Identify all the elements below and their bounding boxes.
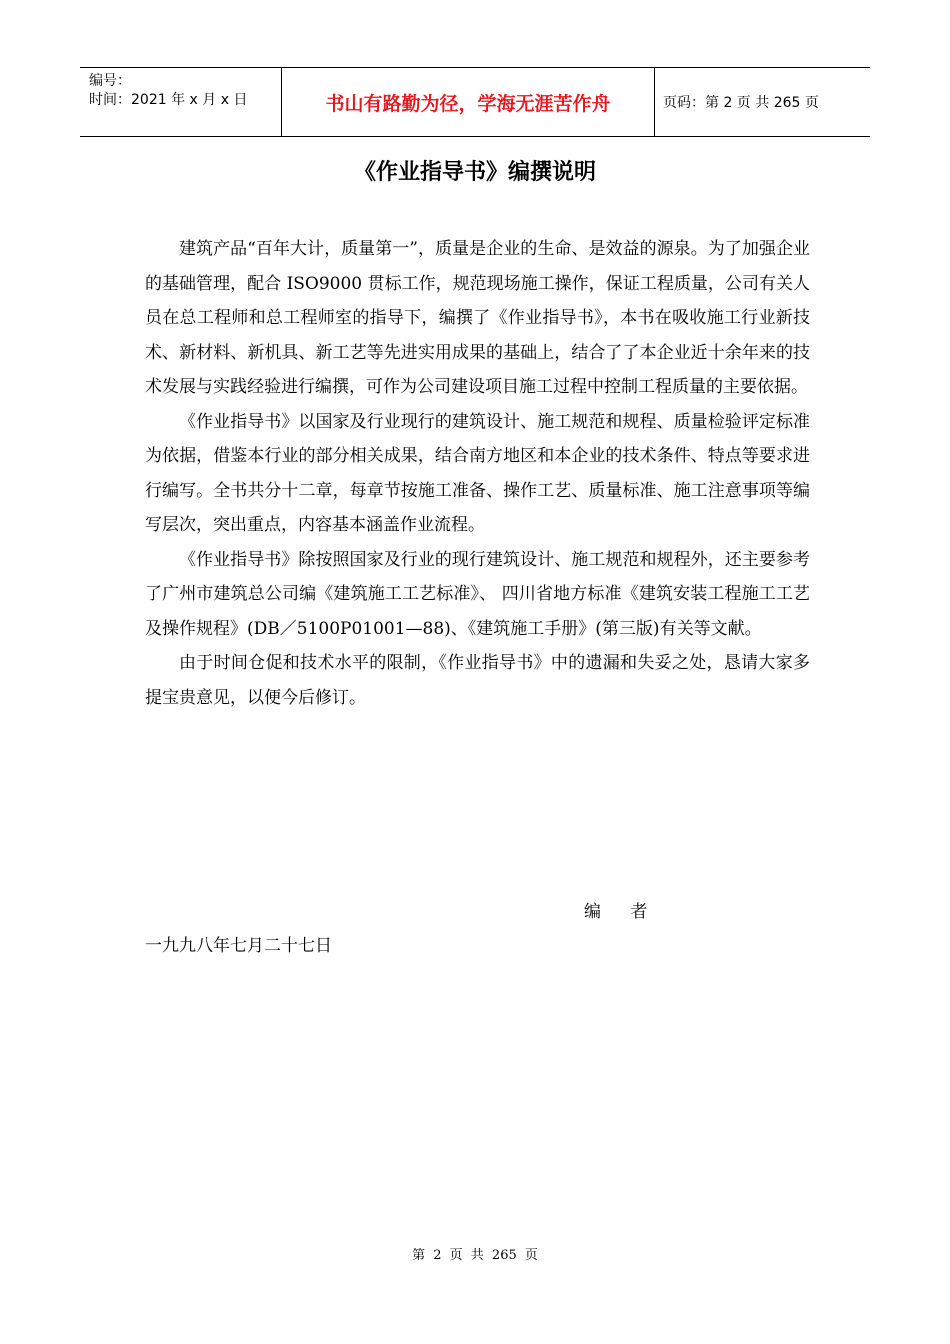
- document-title: 《作业指导书》编撰说明: [353, 160, 596, 185]
- header-motto: 书山有路勤为径，学海无涯苦作舟: [282, 68, 655, 136]
- paragraph: 《作业指导书》除按照国家及行业的现行建筑设计、施工规范和规程外，还主要参考了广州市建筑总公司编《建筑施工工艺标准》、 四川省地方标准《建筑安装工程施工工艺及操作规程》(DB／5100P01001—88)、《建筑施工手册》(第三版)有关等文献。: [145, 549, 810, 639]
- document-date: 一九九八年七月二十七日: [145, 936, 332, 956]
- header-page-info: 页码：第 2 页 共 265 页: [663, 95, 819, 111]
- paragraph: 《作业指导书》以国家及行业现行的建筑设计、施工规范和规程、质量检验评定标准为依据，借鉴本行业的部分相关成果，结合南方地区和本企业的技术条件、特点等要求进行编写。全书共分十二章，每章节按施工准备、操作工艺、质量标准、施工注意事项等编写层次，突出重点，内容基本涵盖作业流程。: [145, 411, 810, 535]
- paragraph: 由于时间仓促和技术水平的限制，《作业指导书》中的遗漏和失妥之处，恳请大家多提宝贵意见，以便今后修订。: [145, 653, 810, 708]
- page-header: [80, 67, 870, 137]
- header-meta-cell: [80, 68, 282, 136]
- page-footer-number: 第 2 页 共 265 页: [412, 1248, 538, 1263]
- document-date-label: 时间：2021 年 x 月 x 日: [89, 92, 248, 108]
- document-body: [145, 232, 810, 715]
- paragraph: 建筑产品“百年大计，质量第一”，质量是企业的生命、是效益的源泉。为了加强企业的基础管理，配合 ISO9000 贯标工作，规范现场施工操作，保证工程质量，公司有关人员在总工程师和总工程师室的指导下，编撰了《作业指导书》，本书在吸收施工行业新技术、新材料、新机具、新工艺等先进实用成果的基础上，结合了了本企业近十余年来的技术发展与实践经验进行编撰，可作为公司建设项目施工过程中控制工程质量的主要依据。: [145, 239, 810, 397]
- document-number-label: 编号：: [89, 73, 131, 89]
- author-signature: 编 者: [584, 902, 660, 922]
